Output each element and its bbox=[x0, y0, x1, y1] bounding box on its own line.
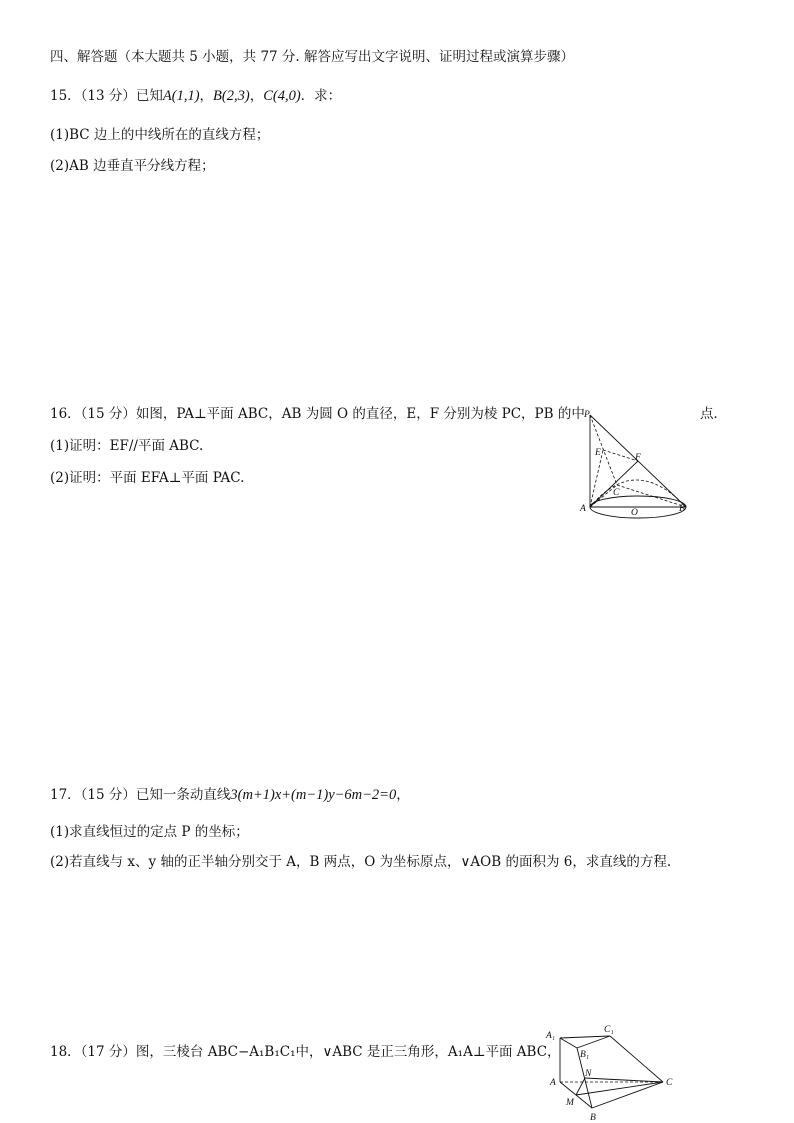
label-a: A bbox=[580, 504, 586, 514]
q17-part1: (1)求直线恒过的定点 P 的坐标； bbox=[50, 824, 249, 840]
q17-part2: (2)若直线与 x、y 轴的正半轴分别交于 A，B 两点，O 为坐标原点，∨AOB 的面积为 6，求直线的方程. bbox=[50, 854, 672, 870]
label-n: N bbox=[585, 1069, 592, 1079]
label-e: E bbox=[595, 448, 601, 458]
q17-stem bbox=[50, 786, 410, 804]
q15-point-c: C(4,0) bbox=[263, 88, 301, 104]
label-c: C bbox=[613, 488, 620, 498]
q15-head: 15．（13 分）已知 bbox=[50, 88, 163, 104]
q16-figure bbox=[575, 405, 695, 520]
label-b: B bbox=[679, 504, 685, 514]
label-c1: C₁ bbox=[604, 1025, 614, 1035]
q17-head: 17．（15 分）已知一条动直线 bbox=[50, 787, 231, 803]
q15-part2: (2)AB 边垂直平分线方程； bbox=[50, 158, 215, 174]
label-b: B bbox=[590, 1113, 596, 1123]
label-f: F bbox=[635, 453, 641, 463]
q15-point-a: A(1,1) bbox=[162, 88, 200, 104]
label-m: M bbox=[566, 1098, 574, 1108]
q17-equation: 3(m+1)x+(m−1)y−6m−2=0 bbox=[230, 787, 397, 803]
label-a1: A₁ bbox=[546, 1031, 556, 1041]
q18-figure bbox=[540, 1020, 685, 1123]
label-c: C bbox=[666, 1078, 673, 1088]
label-o: O bbox=[631, 508, 638, 518]
label-p: P bbox=[584, 410, 590, 420]
q15-tail: ．求： bbox=[300, 88, 342, 104]
q16-part2: (2)证明：平面 EFA⊥平面 PAC. bbox=[50, 470, 245, 486]
q16-part1: (1)证明：EF//平面 ABC. bbox=[50, 438, 204, 454]
label-b1: B₁ bbox=[580, 1050, 590, 1060]
section-title: 四、解答题（本大题共 5 小题，共 77 分. 解答应写出文字说明、证明过程或演算步骤） bbox=[50, 49, 575, 65]
q15-stem: 15．（13 分）已知A(1,1)，B(2,3)，C(4,0)．求： bbox=[50, 88, 342, 104]
q16-stem: 16．（15 分）如图，PA⊥平面 ABC，AB 为圆 O 的直径，E，F 分别为棱 PC，PB 的中 bbox=[50, 406, 585, 422]
label-a: A bbox=[550, 1078, 556, 1088]
q15-point-b: B(2,3) bbox=[213, 88, 250, 104]
q15-part1: (1)BC 边上的中线所在的直线方程； bbox=[50, 127, 270, 143]
q17-tail: ， bbox=[396, 787, 410, 803]
q16-stem-tail: 点． bbox=[700, 406, 727, 422]
q18-stem: 18．（17 分）图，三棱台 ABC−A₁B₁C₁中，∨ABC 是正三角形，A₁A⊥平面 ABC， bbox=[50, 1044, 561, 1060]
